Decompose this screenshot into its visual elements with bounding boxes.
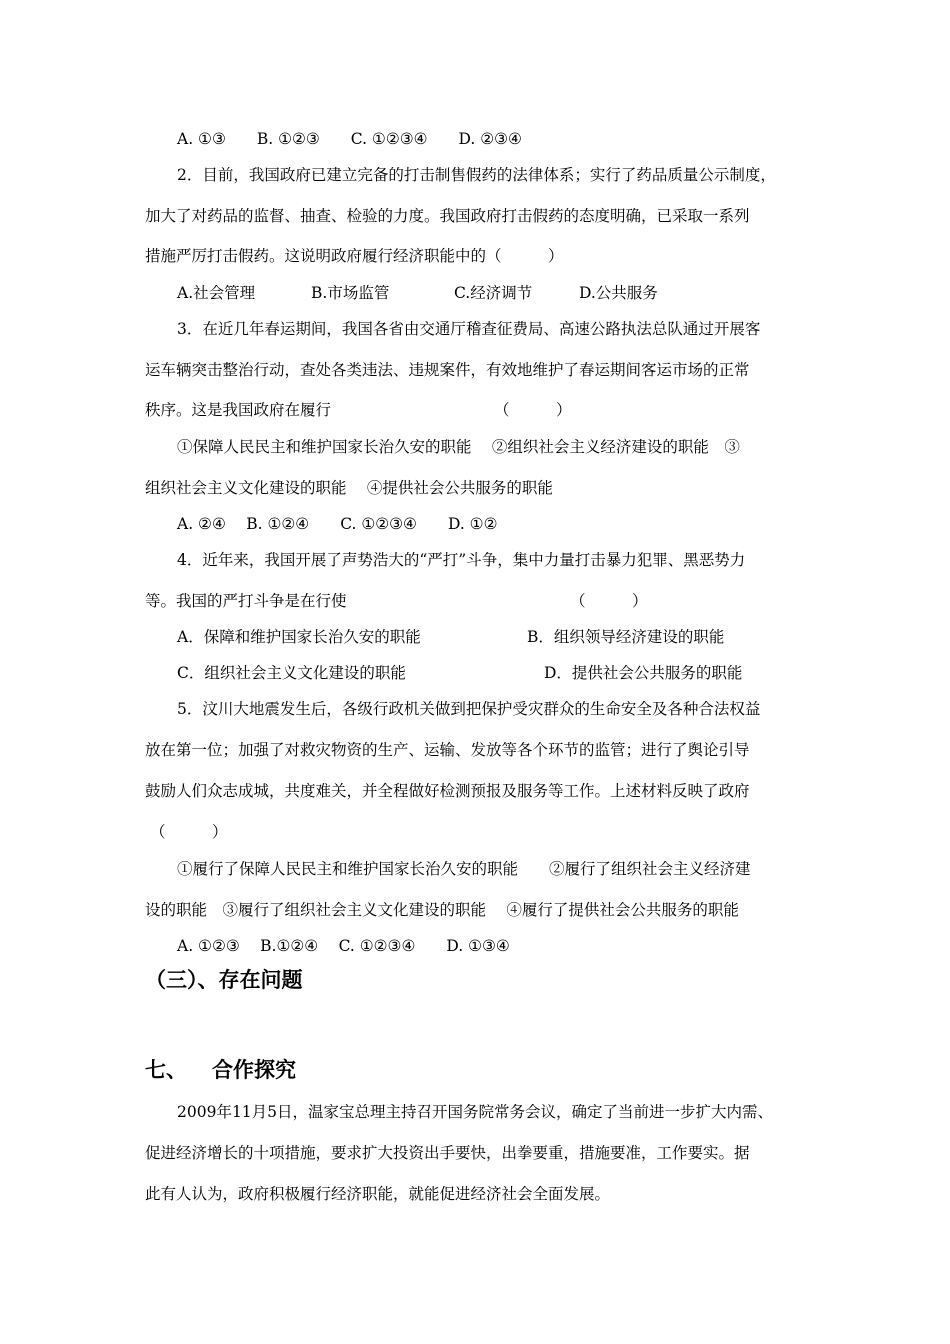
q4-answer-paren: （ ）	[570, 592, 648, 610]
section-number-seven: 七、	[145, 1058, 187, 1082]
section-heading-cooperative-inquiry: 合作探究	[212, 1058, 296, 1082]
q2-option-a: A.社会管理	[177, 284, 256, 302]
q2-text-line3: 措施严厉打击假药。这说明政府履行经济职能中的（ ）	[145, 247, 564, 265]
q3-answer-paren: （ ）	[494, 401, 572, 419]
q4-option-d: D．提供社会公共服务的职能	[544, 664, 743, 682]
q4-text-line1: 4．近年来，我国开展了声势浩大的“严打”斗争，集中力量打击暴力犯罪、黑恶势力	[177, 551, 746, 569]
q3-options: A. ②④ B. ①②④ C. ①②③④ D. ①②	[177, 515, 498, 533]
q4-option-c: C．组织社会主义文化建设的职能	[177, 664, 406, 682]
section7-paragraph-line3: 此有人认为，政府积极履行经济职能，就能促进经济社会全面发展。	[145, 1185, 611, 1203]
q5-statements-line1: ①履行了保障人民民主和维护国家长治久安的职能 ②履行了组织社会主义经济建	[177, 860, 751, 878]
q3-text-line3: 秩序。这是我国政府在履行	[145, 401, 332, 419]
q5-text-line3: 鼓励人们众志成城，共度难关，并全程做好检测预报及服务等工作。上述材料反映了政府	[145, 782, 750, 800]
q2-text-line2: 加大了对药品的监督、抽查、检验的力度。我国政府打击假药的态度明确，已采取一系列	[145, 207, 750, 225]
q3-text-line2: 运车辆突击整治行动，查处各类违法、违规案件，有效地维护了春运期间客运市场的正常	[145, 361, 750, 379]
q2-option-d: D.公共服务	[579, 284, 658, 302]
q5-text-line1: 5．汶川大地震发生后，各级行政机关做到把保护受灾群众的生命安全及各种合法权益	[177, 700, 761, 718]
q2-option-b: B.市场监管	[311, 284, 390, 302]
q3-statements-line2: 组织社会主义文化建设的职能 ④提供社会公共服务的职能	[145, 479, 553, 497]
q4-option-a: A．保障和维护国家长治久安的职能	[177, 628, 421, 646]
q3-statements-line1: ①保障人民民主和维护国家长治久安的职能 ②组织社会主义经济建设的职能 ③	[177, 438, 740, 456]
q4-option-b: B．组织领导经济建设的职能	[527, 628, 725, 646]
q5-text-line2: 放在第一位；加强了对救灾物资的生产、运输、发放等各个环节的监管；进行了舆论引导	[145, 741, 750, 759]
q5-answer-paren: （ ）	[150, 823, 228, 841]
q3-text-line1: 3．在近几年春运期间，我国各省由交通厅稽查征费局、高速公路执法总队通过开展客	[177, 320, 761, 338]
q5-statements-line2: 设的职能 ③履行了组织社会主义文化建设的职能 ④履行了提供社会公共服务的职能	[145, 901, 739, 919]
q2-text-line1: 2．目前，我国政府已建立完备的打击制售假药的法律体系；实行了药品质量公示制度，	[177, 166, 776, 184]
q2-option-c: C.经济调节	[454, 284, 533, 302]
q5-options: A. ①②③ B.①②④ C. ①②③④ D. ①③④	[177, 937, 510, 955]
section7-paragraph-line1: 2009年11月5日，温家宝总理主持召开国务院常务会议，确定了当前进一步扩大内需、	[177, 1103, 774, 1121]
q1-options: A. ①③ B. ①②③ C. ①②③④ D. ②③④	[177, 130, 522, 148]
q4-text-line2: 等。我国的严打斗争是在行使	[145, 592, 347, 610]
section-heading-problems: （三）、存在问题	[145, 968, 303, 992]
section7-paragraph-line2: 促进经济增长的十项措施，要求扩大投资出手要快，出拳要重，措施要准，工作要实。据	[145, 1144, 750, 1162]
